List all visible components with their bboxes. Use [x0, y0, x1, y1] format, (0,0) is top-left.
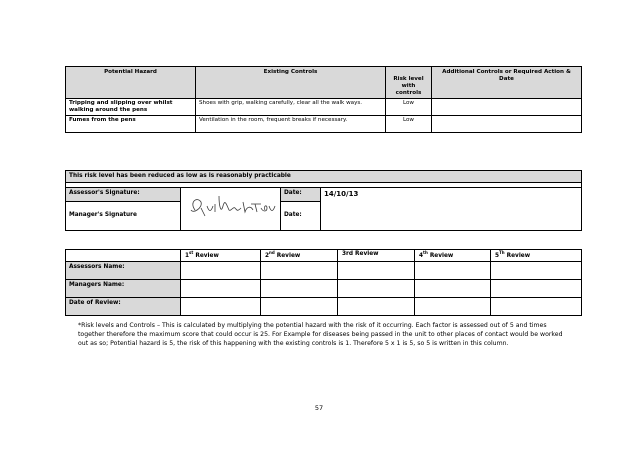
hazard-table: [65, 66, 582, 133]
review-cell: [181, 261, 261, 279]
review-cell: [491, 279, 582, 297]
table-row: [66, 261, 582, 279]
date-of-review-label: Date of Review:: [66, 297, 181, 315]
risk-cell: Low: [386, 99, 432, 116]
table-row: [66, 116, 582, 133]
signature-cell: [181, 187, 281, 230]
review-cell: [261, 297, 338, 315]
review-cell: [261, 279, 338, 297]
review-header: 3rd Review: [338, 250, 415, 262]
review-header: 1st Review: [181, 250, 261, 262]
review-header: 4th Review: [415, 250, 491, 262]
review-cell: [338, 297, 415, 315]
review-cell: [415, 297, 491, 315]
controls-cell: Shoes with grip, walking carefully, clear all the walk ways.: [196, 99, 386, 116]
footnote: *Risk levels and Controls – This is calculated by multiplying the potential hazard with the risk of it occurring. Each factor is assessed out of 5 and times together therefore the maximum score that could occur is 25. For Example for diseases being passed in the unit to other places of contact would be worked out as so; Potential hazard is 5, the risk of this happening with the existing controls is 1. Therefore 5 x 1 is 5, so 5 is written in this column.: [78, 322, 563, 347]
hazard-cell: Fumes from the pens: [66, 116, 196, 133]
header-risk-level: Risk level with controls: [386, 67, 432, 99]
signature-table: [65, 170, 582, 231]
review-cell: [415, 279, 491, 297]
hazard-cell: Tripping and slipping over whilst walking around the pens: [66, 99, 196, 116]
review-cell: [261, 261, 338, 279]
review-table: [65, 249, 582, 316]
header-potential-hazard: Potential Hazard: [66, 67, 196, 99]
table-row: [66, 297, 582, 315]
date-label: Date:: [281, 187, 321, 201]
manager-signature-label: Manager's Signature: [66, 201, 181, 230]
header-existing-controls: Existing Controls: [196, 67, 386, 99]
manager-date-label: Date:: [281, 201, 321, 230]
table-row: [66, 279, 582, 297]
review-header-blank: [66, 250, 181, 262]
handwritten-signature: [181, 188, 281, 224]
review-cell: [415, 261, 491, 279]
page-number: 57: [314, 404, 324, 412]
review-cell: [181, 297, 261, 315]
review-header: 2nd Review: [261, 250, 338, 262]
assessors-name-label: Assessors Name:: [66, 261, 181, 279]
date-value: [321, 187, 582, 230]
review-cell: [181, 279, 261, 297]
review-cell: [491, 297, 582, 315]
review-cell: [338, 261, 415, 279]
risk-statement: This risk level has been reduced as low as is reasonably practicable: [66, 171, 582, 183]
actions-cell: [432, 116, 582, 133]
review-cell: [491, 261, 582, 279]
managers-name-label: Managers Name:: [66, 279, 181, 297]
actions-cell: [432, 99, 582, 116]
assessor-signature-label: Assessor's Signature:: [66, 187, 181, 201]
review-cell: [338, 279, 415, 297]
controls-cell: Ventilation in the room, frequent breaks if necessary.: [196, 116, 386, 133]
header-additional-controls: Additional Controls or Required Action & Date: [432, 67, 582, 99]
date-value-text: 14/10/13: [324, 189, 359, 198]
table-row: [66, 99, 582, 116]
risk-cell: Low: [386, 116, 432, 133]
review-header: 5Th Review: [491, 250, 582, 262]
